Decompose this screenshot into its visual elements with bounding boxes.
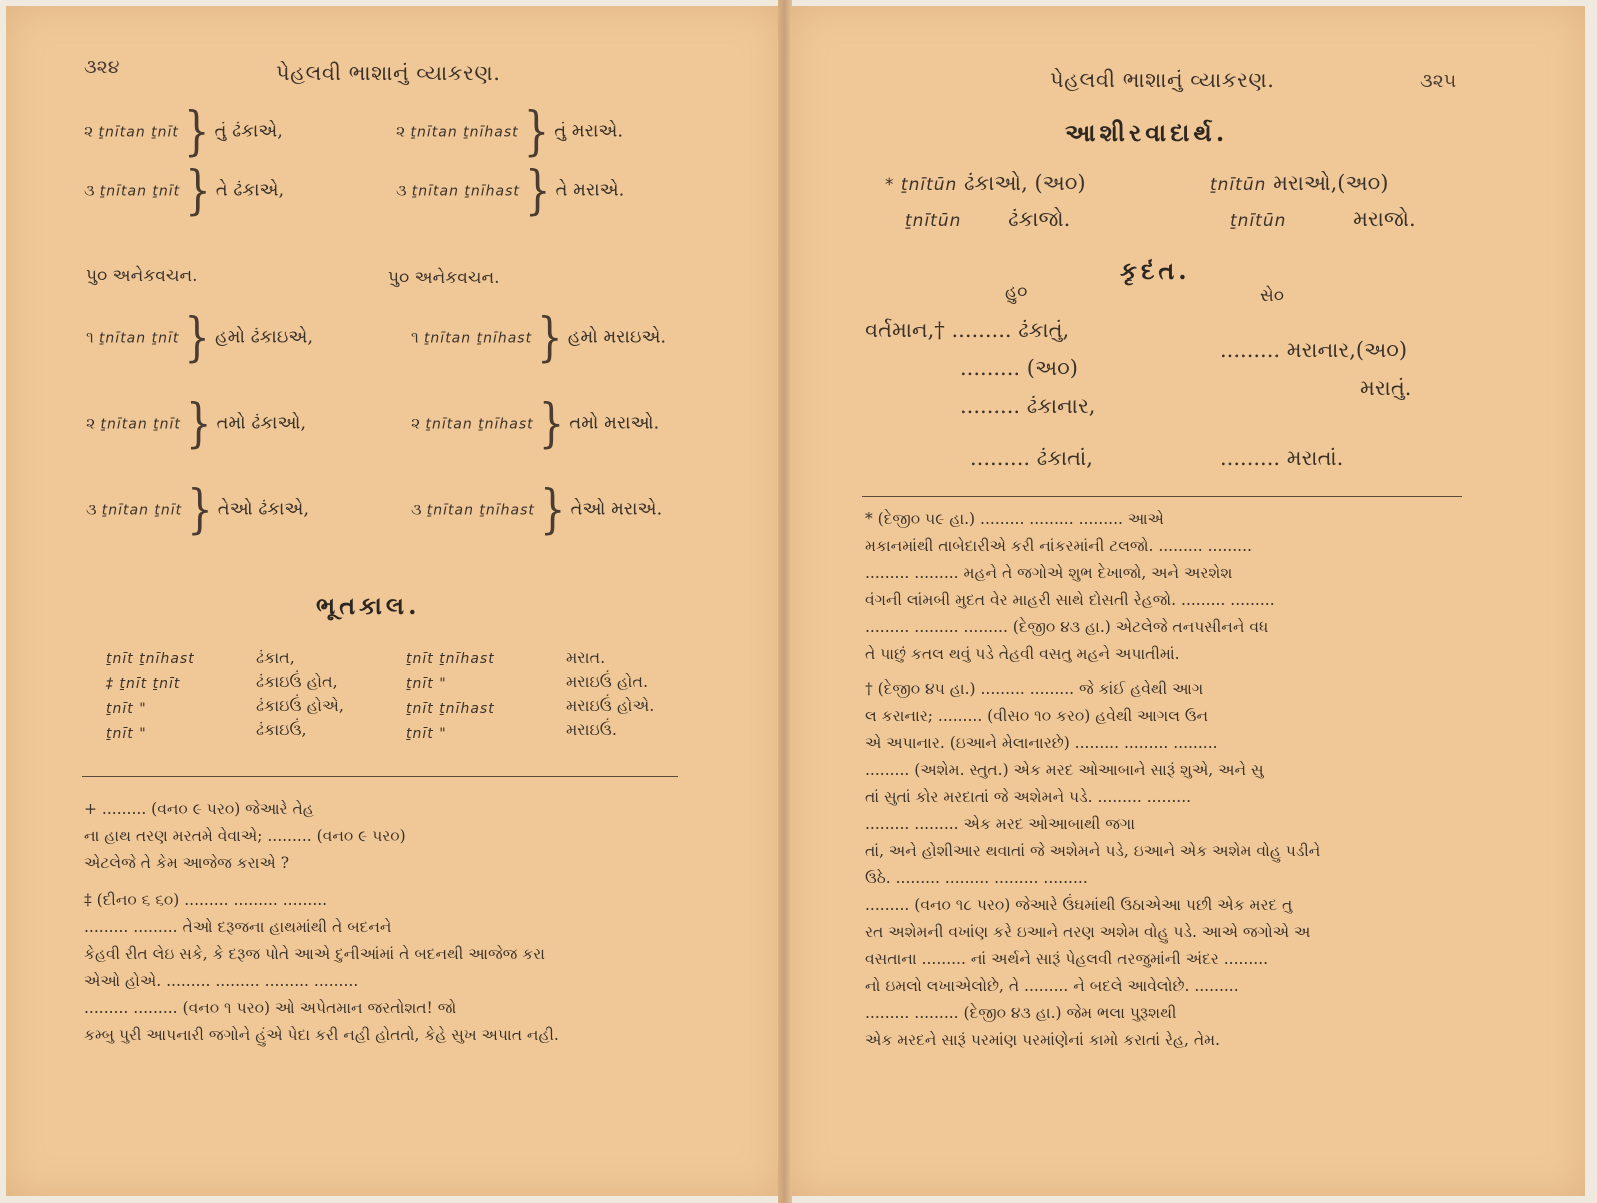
verb-row: ૨ ṯnītan ṯnīhast } તમો મરાઓ. [411, 394, 660, 454]
gloss-column: ઢંકાત, ઢંકાઇઉં હોત, ઢંકાઇઉં હોએ, ઢંકાઇઉં, [256, 648, 344, 739]
section-heading: કૃદંત. [1120, 256, 1191, 285]
verb-row: ૩ ṯnītan ṯnīhast } તેઓ મરાએ. [411, 480, 663, 540]
footnote-rule [82, 776, 678, 777]
verb-row: ૨ ṯnītan ṯnīt } તમો ઢંકાઓ, [86, 394, 307, 454]
verb-row: ૧ ṯnītan ṯnīt } હમો ઢંકાઇએ, [86, 308, 314, 368]
label-se: સે૦ [1260, 286, 1285, 306]
verb-row: વર્તમાન,† ......... ઢંકાતું, ......... (અ૦) ......... ઢંકાનાર, [865, 318, 1096, 418]
section-heading: ભૂતકાલ. [316, 591, 421, 620]
verb-row: ......... ઢંકાતાં, [970, 446, 1093, 470]
running-head-right: પેહલવી ભાશાનું વ્યાકરણ. [1050, 68, 1275, 92]
footnotes-left: + ......... (વન૦ ૯ પર૦) જેઆરે તેહ ના હાથ તરણ મરતમે વેવાએ; ......... (વન૦ ૯ પર૦) એટલેજે તે કેમ આજેજ કરાએ ? ‡ (દીન૦ ૬ ૬૦) ......... ......... ......... ......... ......... તેઓ દરૂજના હાથમાંથી તે બદનને કેહવી રીત લેઇ સકે, કે દરૂજ પોતે આએ દુનીઆંમાં તે બદનથી આજેજ કરા એઓ હોએ. ......... ......... ......... ......... ......... ......... (વન૦ ૧ પર૦) ઓ અપેતમાન જરતોશત! જો કમ્બુ પુરી આપનારી જગોને હુંએ પેદા કરી નહી હોતતો, કેહે સુખ અપાત નહી. [84, 800, 559, 1044]
verb-row: ૩ ṯnītan ṯnīt } તેઓ ઢંકાએ, [86, 480, 310, 540]
verb-row: ......... મરાનાર,(અ૦) મરાતું. [1220, 338, 1412, 400]
footnotes-right: * (દેજી૦ ૫૯ હા.) ......... ......... ......... આએ મકાનમાંથી તાબેદારીએ કરી નાંકરમાંની ટલજો. ......... ......... ......... ......... મહને તે જગોએ શુભ દેખાજો, અને અરશેશ વંગની લાંમબી મુદત વેર માહરી સાથે દોસતી રેહજો. ......... ......... ......... ......... ......... (દેજી૦ ૪૩ હા.) એટલેજે તનપસીનને વધ તે પાછું કતલ થવું પડે તેહવી વસતુ મહને અપાતીમાં. † (દેજી૦ ૪૫ હા.) ......... ......... જે કાંઈ હવેથી આગ લ કરાનાર; ......... (વીસ૦ ૧૦ કર૦) હવેથી આગલ ઉન એ અપાનાર. (ઇઆને મેલાનારછે) ......... ......... ......... ......... (અશેમ. સ્તુત.) એક મરદ ઓઆબાને સારૂં શુએ, અને સુ તાં સુતાં કોર મરદાતાં જે અશેમને પડે. ......... ......... ......... ......... એક મરદ ઓઆબાથી જગા તાં, અને હોશીઆર થવાતાં જે અશેમને પડે, ઇઆને એક અશેમ વોહુ પડીને ઉઠે. ......... ......... ......... ......... ......... (વન૦ ૧૮ પર૦) જેઆરે ઉંઘમાંથી ઉઠાએઆ પછી એક મરદ તુ રત અશેમની વખાંણ કરે ઇઆને તરણ અશેમ વોહુ પડે. આએ જગોએ અ વસતાના ......... નાં અર્થને સારૂં પેહલવી તરજુમાંની અંદર ......... નો ઇમલો લખાએલોછે, તે ......... ને બદલે આવેલોછે. ......... ......... ......... (દેજી૦ ૪૩ હા.) જેમ ભલા પુરૂશથી એક મરદને સારૂં પરમાંણ પરમાંણેનાં કામો કરાતાં રેહ, તેમ. [865, 510, 1321, 1049]
verb-row: * ṯnītūn ઢંકાઓ, (અ૦) ṯnītūn ઢંકાજો. [885, 171, 1086, 231]
running-head-left: પેહલવી ભાશાનું વ્યાકરણ. [276, 61, 501, 85]
label-hu: હુ૦ [1005, 282, 1028, 302]
footnote-rule [862, 496, 1462, 497]
verb-row: ......... મરાતાં. [1220, 446, 1344, 470]
plural-label: પુ૦ અનેકવચન. [86, 266, 198, 286]
verb-row: ṯnītūn મરાઓ,(અ૦) ṯnītūn મરાજો. [1210, 171, 1416, 231]
left-page [6, 6, 781, 1196]
verb-row: ૩ ṯnītan ṯnīhast } તે મરાએ. [396, 161, 625, 221]
right-page [790, 6, 1585, 1196]
section-heading: આશીરવાદાર્થ. [1065, 118, 1229, 147]
verb-row: ૨ ṯnītan ṯnīt } તું ઢંકાએ, [84, 102, 283, 162]
page-number-right: ૩૨૫ [1420, 70, 1457, 92]
gloss-column: મરાત. મરાઇઉં હોત. મરાઇઉં હોએ. મરાઇઉં. [566, 648, 655, 739]
plural-label: પુ૦ અનેકવચન. [388, 268, 500, 288]
verb-row: ૧ ṯnītan ṯnīhast } હમો મરાઇએ. [411, 308, 667, 368]
page-number-left: ૩૨૪ [84, 56, 120, 78]
verb-row: ૩ ṯnītan ṯnīt } તે ઢંકાએ, [84, 161, 285, 221]
verb-row: ṯnīt ṯnīhast ṯnīt " ṯnīt ṯnīhast ṯnīt " [406, 651, 495, 742]
verb-row: ૨ ṯnītan ṯnīhast } તું મરાએ. [396, 102, 624, 162]
verb-row: ṯnīt ṯnīhast ‡ ṯnīt ṯnīt ṯnīt " ṯnīt " [106, 651, 195, 742]
